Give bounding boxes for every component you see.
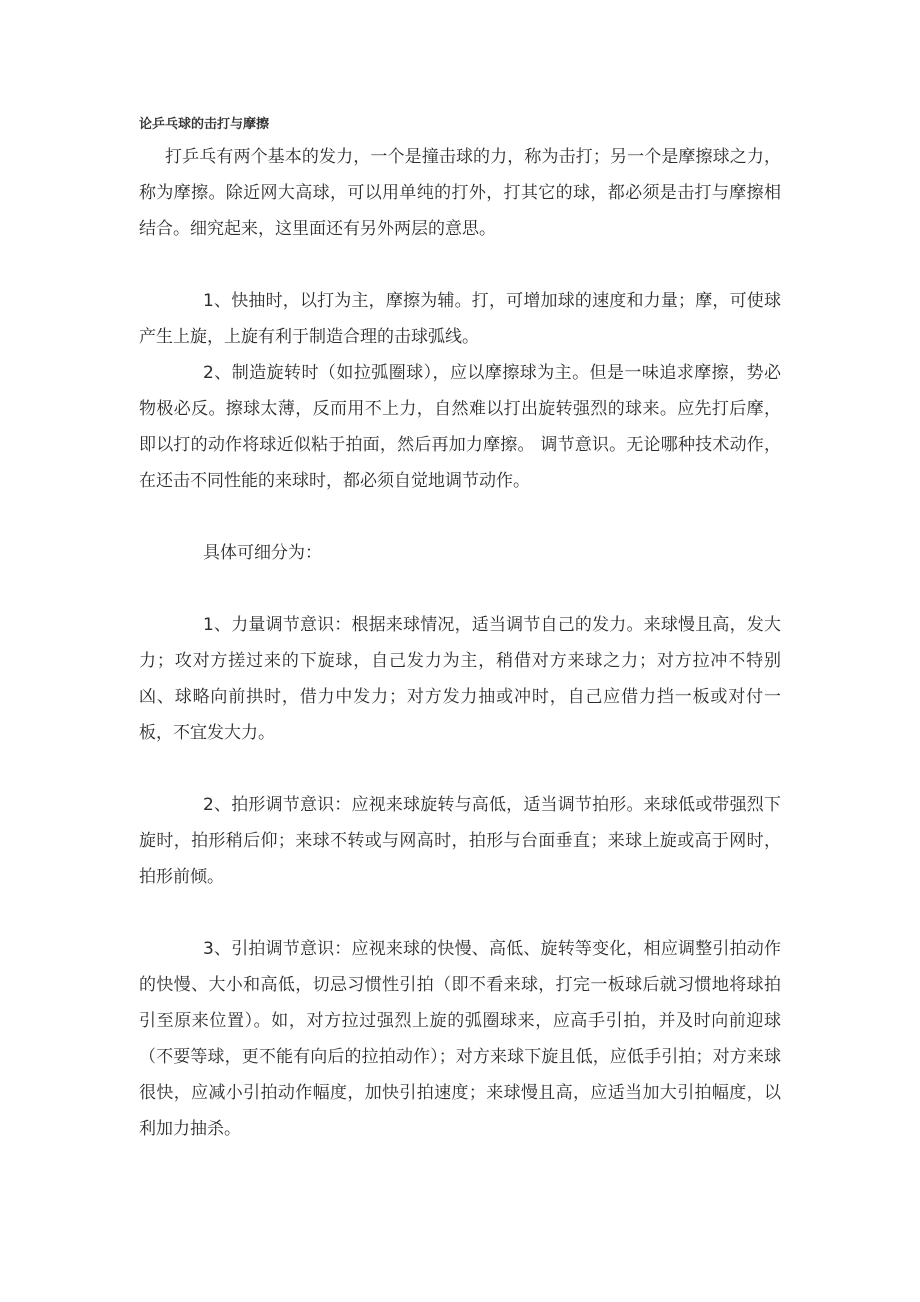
intro-paragraph: 打乒乓有两个基本的发力，一个是撞击球的力，称为击打；另一个是摩擦球之力，称为摩擦。除近网大高球，可以用单纯的打外，打其它的球，都必须是击打与摩擦相结合。细究起来，这里面还有另外两层的意思。 — [139, 147, 781, 239]
subdivide-paragraph: 具体可细分为： — [203, 543, 322, 563]
paddle-angle-adjust-paragraph: 2、拍形调节意识：应视来球旋转与高低，适当调节拍形。来球低或带强烈下旋时，拍形稍后仰；来球不转或与网高时，拍形与台面垂直；来球上旋或高于网时，拍形前倾。 — [139, 795, 781, 887]
document-title: 论乒乓球的击打与摩擦 — [139, 117, 270, 132]
force-adjust-paragraph: 1、力量调节意识：根据来球情况，适当调节自己的发力。来球慢且高，发大力；攻对方搓过来的下旋球，自己发力为主，稍借对方来球之力；对方拉冲不特别凶、球略向前拱时，借力中发力；对方发力抽或冲时，自己应借力挡一板或对付一板，不宜发大力。 — [139, 615, 781, 743]
backswing-adjust-paragraph: 3、引拍调节意识：应视来球的快慢、高低、旋转等变化，相应调整引拍动作的快慢、大小和高低，切忌习惯性引拍（即不看来球，打完一板球后就习惯地将球拍引至原来位置）。如，对方拉过强烈上旋的弧圈球来，应高手引拍，并及时向前迎球（不要等球，更不能有向后的拉拍动作）；对方来球下旋且低，应低手引拍；对方来球很快，应减小引拍动作幅度，加快引拍速度；来球慢且高，应适当加大引拍幅度，以利加力抽杀。 — [139, 939, 781, 1139]
point-1-paragraph: 1、快抽时，以打为主，摩擦为辅。打，可增加球的速度和力量；摩，可使球产生上旋，上旋有利于制造合理的击球弧线。 — [139, 291, 781, 347]
point-2-paragraph: 2、制造旋转时（如拉弧圈球），应以摩擦球为主。但是一味追求摩擦，势必物极必反。擦球太薄，反而用不上力，自然难以打出旋转强烈的球来。应先打后摩，即以打的动作将球近似粘于拍面，然后再加力摩擦。 调节意识。无论哪种技术动作，在还击不同性能的来球时，都必须自觉地调节动作。 — [139, 363, 781, 491]
